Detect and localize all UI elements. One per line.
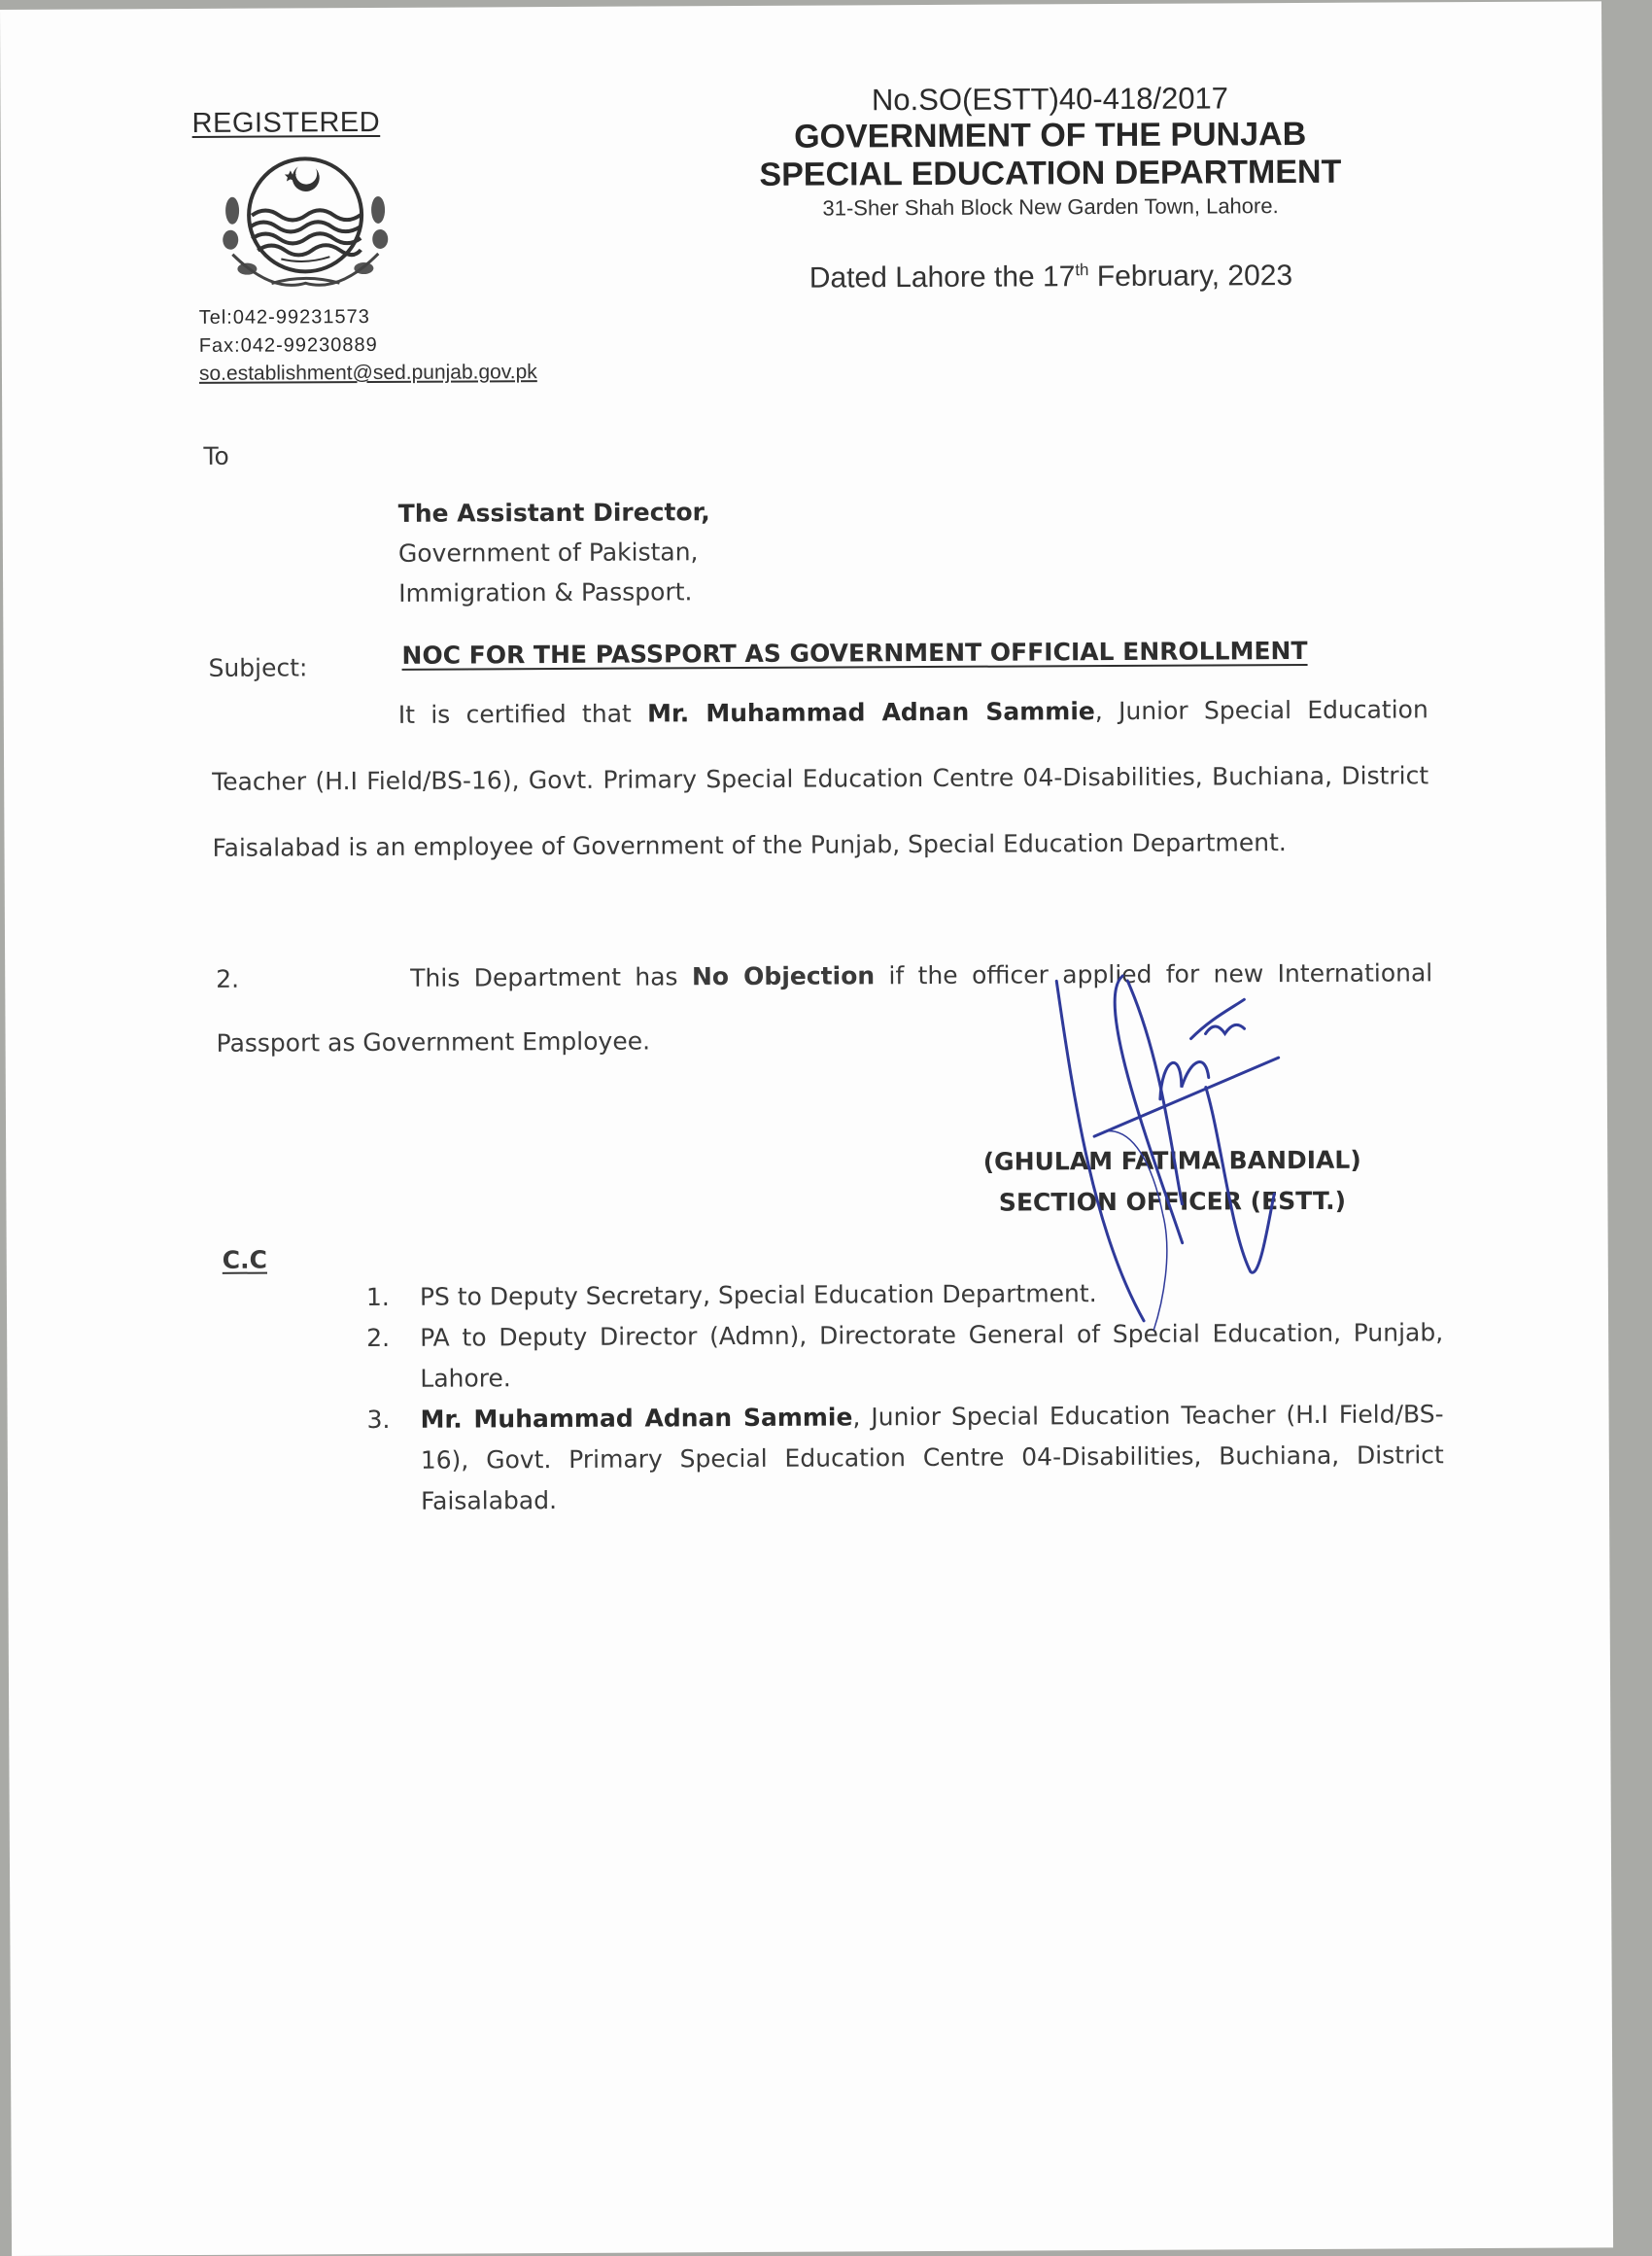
punjab-emblem-icon [213,147,398,294]
signatory-name: (GHULAM FATIMA BANDIAL) [982,1145,1361,1176]
cc-list [366,1271,1444,1522]
department-address: 31-Sher Shah Block New Garden Town, Lahore. [822,193,1279,221]
employee-name: Mr. Muhammad Adnan Sammie [647,697,1095,728]
cc-label: C.C [222,1245,268,1274]
addressee-department: Immigration & Passport. [398,577,693,607]
letter-date: Dated Lahore the 17th February, 2023 [809,260,1293,295]
department-title: SPECIAL EDUCATION DEPARTMENT [759,153,1342,193]
signatory-designation: SECTION OFFICER (ESTT.) [998,1186,1347,1217]
telephone-number: Tel:042-99231573 [198,306,370,329]
cc-item: 1. PS to Deputy Secretary, Special Education Department. [365,1279,1097,1312]
cc-item: 2. PA to Deputy Director (Admn), Directorate General of Special Education, Punjab, Lahore. [366,1318,1444,1393]
addressee-title: The Assistant Director, [397,498,710,528]
letterhead-header [719,81,1381,296]
cc-item: 3. Mr. Muhammad Adnan Sammie, Junior Special Education Teacher (H.I Field/BS-16), Govt. Primary Special Education Centre 04-Disabilities, Buchiana, District Faisalabad. [366,1400,1444,1515]
to-label: To [203,441,229,470]
fax-number: Fax:042-99230889 [198,333,378,357]
subject-label: Subject: [208,653,308,682]
document-page [0,1,1613,2256]
government-title: GOVERNMENT OF THE PUNJAB [794,115,1307,156]
subject-text: NOC FOR THE PASSPORT AS GOVERNMENT OFFICIAL ENROLLMENT [401,636,1308,670]
paragraph-1: It is certified that Mr. Muhammad Adnan Sammie, Junior Special Education Teacher (H.I Field/BS-16), Govt. Primary Special Education Centre 04-Disabilities, Buchiana, District Faisalabad is an employee of Government of the Punjab, Special Education Department. [212,695,1429,862]
no-objection-text: No Objection [691,961,876,991]
addressee-block [398,492,711,613]
reference-number: No.SO(ESTT)40-418/2017 [871,81,1229,118]
email-link[interactable]: so.establishment@sed.punjab.gov.pk [198,361,537,385]
paragraph-number: 2. [216,964,240,993]
addressee-organization: Government of Pakistan, [397,538,699,568]
signatory-block [968,1140,1376,1224]
paragraph-2: 2. This Department has No Objection if the officer applied for new International Passport as Government Employee. [216,941,1433,1076]
registered-label: REGISTERED [191,106,381,139]
